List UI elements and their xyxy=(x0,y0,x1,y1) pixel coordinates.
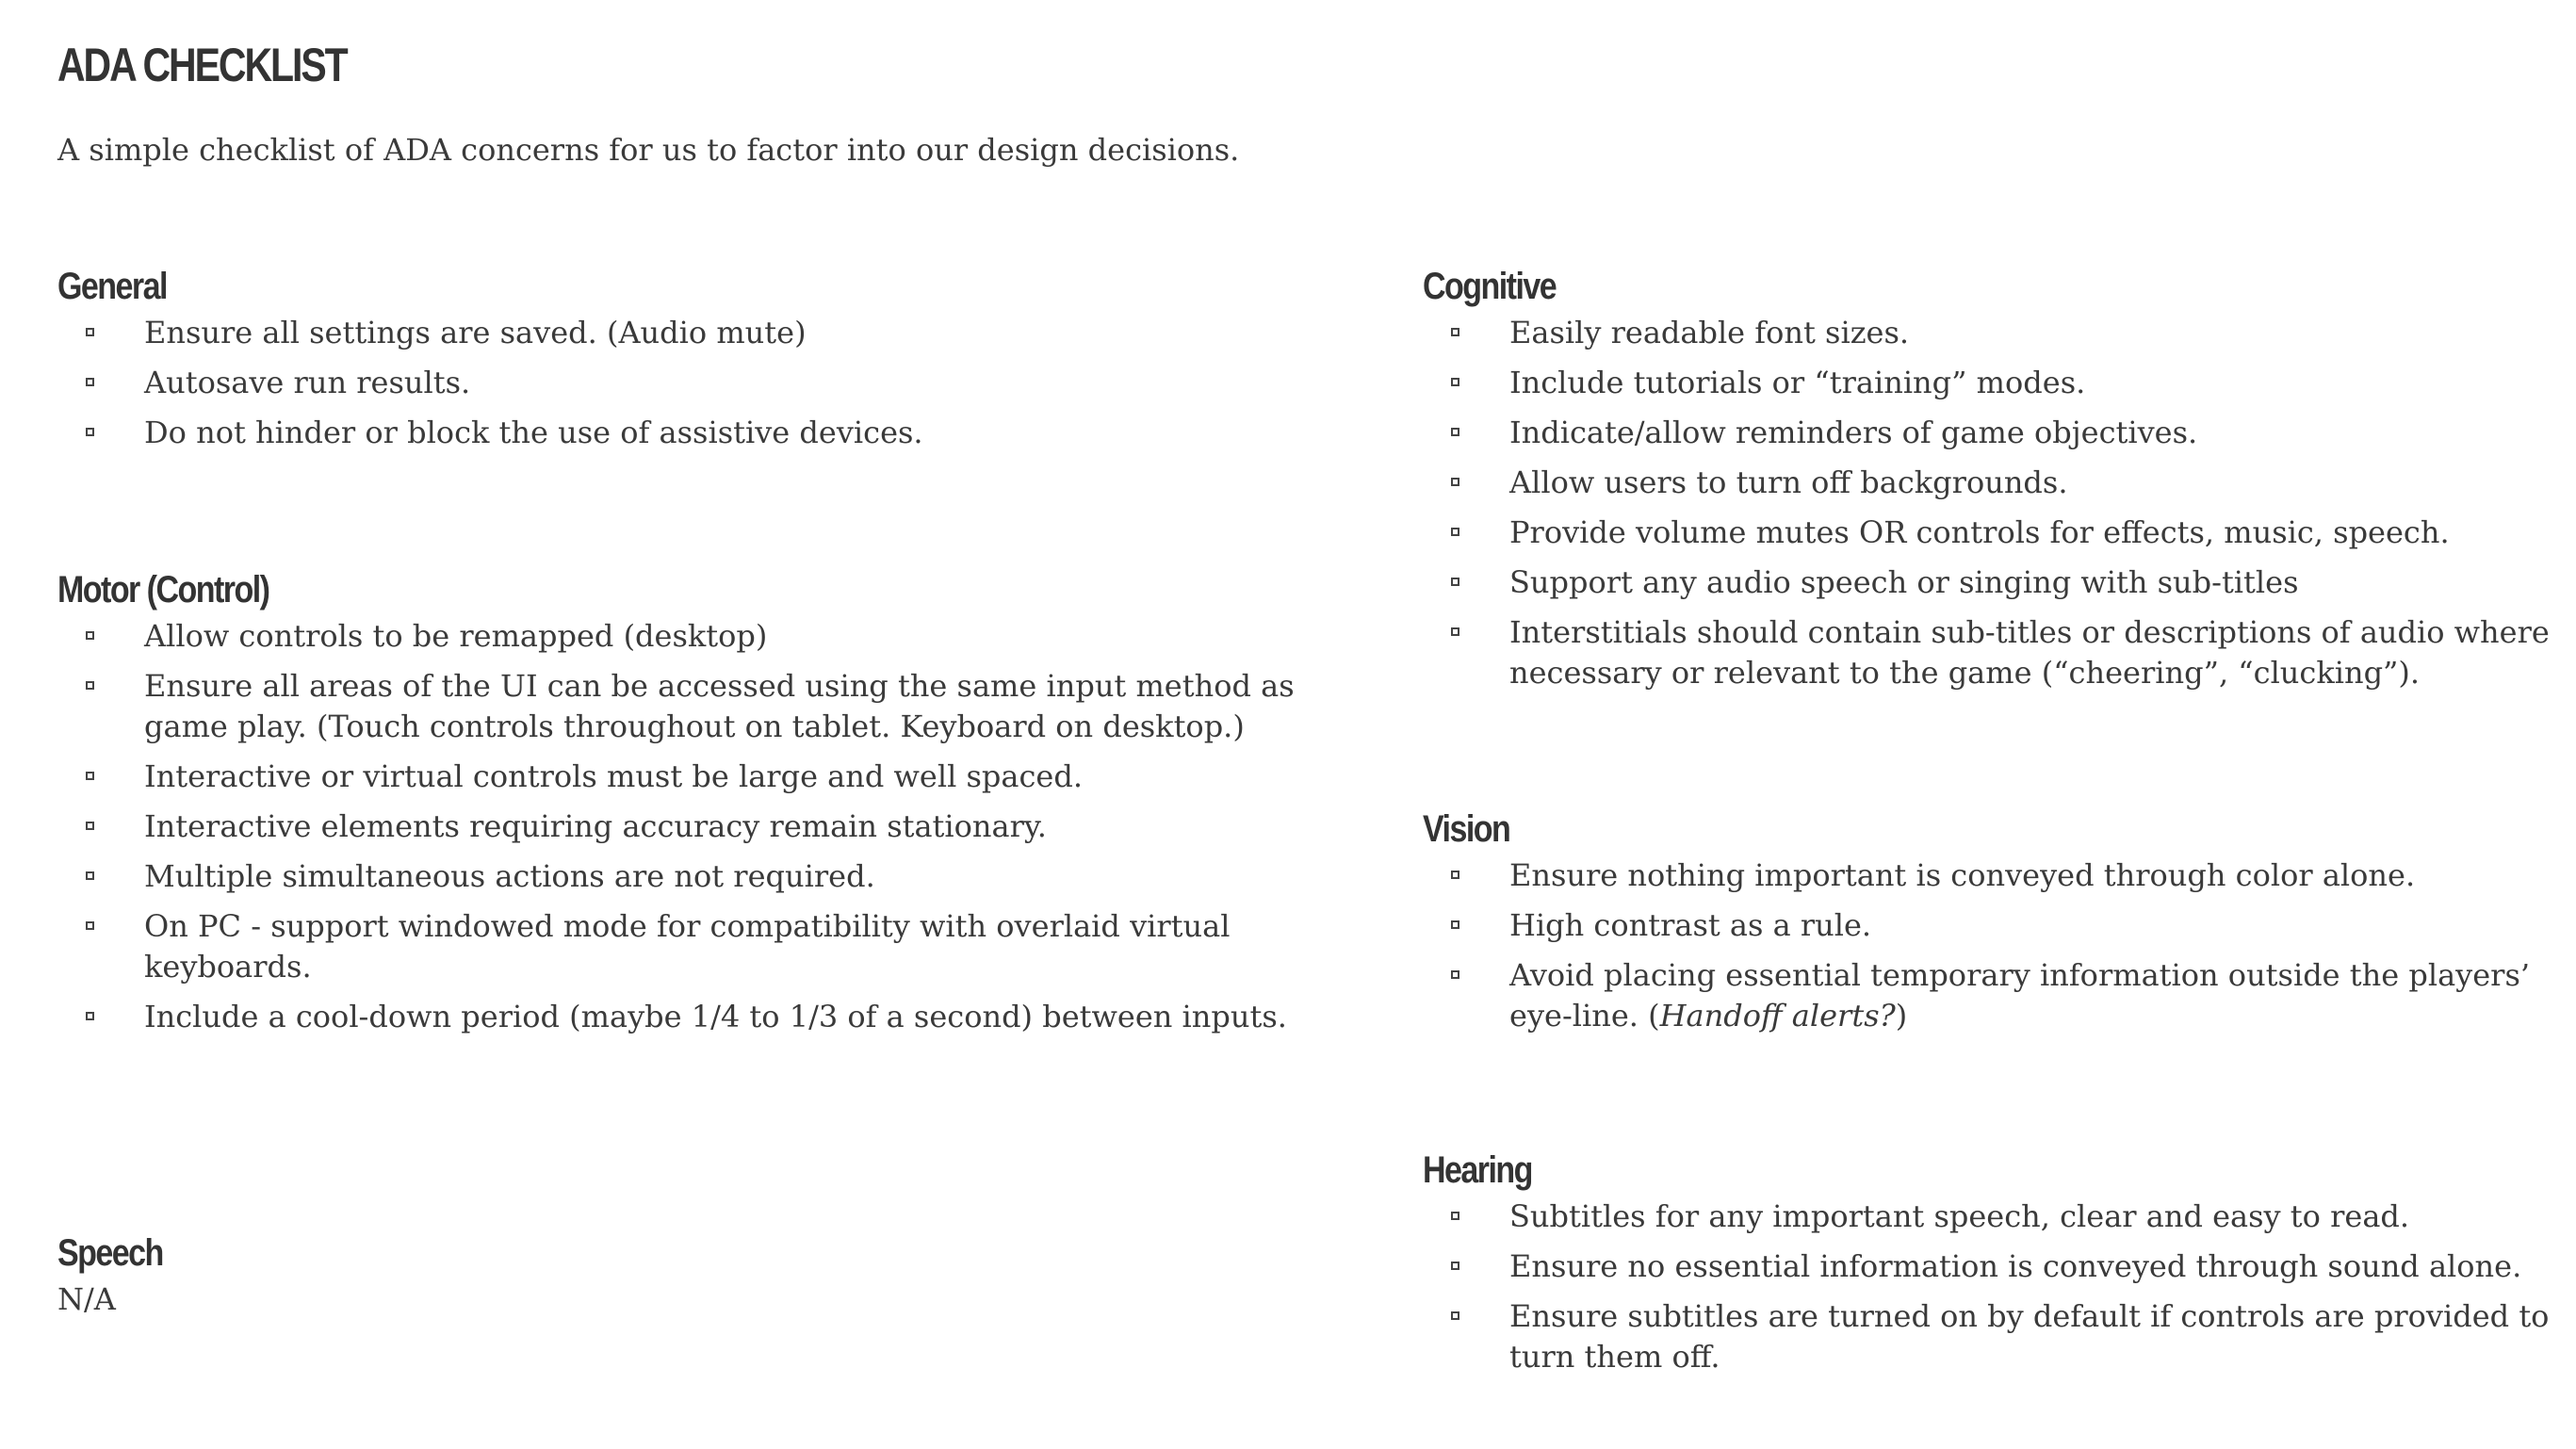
section-speech xyxy=(57,1230,1320,1320)
checklist-item xyxy=(1423,855,2553,896)
section-heading-hearing: Hearing xyxy=(1423,1149,1532,1191)
checklist-item-text: Ensure nothing important is conveyed through color alone. xyxy=(1509,857,2416,893)
checklist-item xyxy=(1423,1296,2553,1377)
checklist-item xyxy=(57,997,1320,1037)
checkbox-bullet-icon xyxy=(86,871,94,880)
section-general xyxy=(57,264,1320,463)
checklist-item-text: Interactive or virtual controls must be large and well spaced. xyxy=(144,758,1083,794)
section-heading-cognitive: Cognitive xyxy=(1423,266,1557,307)
checklist-item xyxy=(1423,363,2553,403)
checklist-item-text: Ensure subtitles are turned on by default if controls are provided to turn them off. xyxy=(1509,1298,2550,1375)
checklist-hearing xyxy=(1423,1197,2553,1377)
checklist-item-text: Provide volume mutes OR controls for effects, music, speech. xyxy=(1509,514,2450,550)
checklist-item-text: Interstitials should contain sub-titles or descriptions of audio where necessary or relevant to the game (“cheering”, “clucking”). xyxy=(1509,614,2550,691)
checkbox-bullet-icon xyxy=(86,772,94,780)
checkbox-bullet-icon xyxy=(1451,478,1459,486)
checklist-item-text: Support any audio speech or singing with sub-titles xyxy=(1509,564,2299,600)
checklist-item-text: Interactive elements requiring accuracy remain stationary. xyxy=(144,808,1047,844)
checklist-item-text: Indicate/allow reminders of game objectives. xyxy=(1509,415,2198,450)
checkbox-bullet-icon xyxy=(86,631,94,640)
checklist-item xyxy=(57,757,1320,797)
checkbox-bullet-icon xyxy=(1451,871,1459,879)
checklist-item-text: High contrast as a rule. xyxy=(1509,907,1872,943)
checklist-item xyxy=(57,906,1320,987)
checklist-item-text-prefix: Avoid placing essential temporary information outside the players’ eye-line. ( xyxy=(1509,957,2531,1034)
checkbox-bullet-icon xyxy=(86,328,94,336)
section-heading-motor: Motor (Control) xyxy=(57,569,269,611)
checklist-item xyxy=(1423,905,2553,946)
checkbox-bullet-icon xyxy=(1451,920,1459,929)
checklist-vision xyxy=(1423,855,2553,1036)
checklist-item xyxy=(57,413,1320,453)
checklist-item xyxy=(57,313,1320,353)
checklist-item xyxy=(1423,562,2553,603)
section-vision xyxy=(1423,806,2553,1046)
checklist-item-text: Ensure no essential information is conveyed through sound alone. xyxy=(1509,1248,2522,1284)
section-heading-general: General xyxy=(57,266,167,307)
checkbox-bullet-icon xyxy=(1451,1311,1459,1320)
section-heading-vision: Vision xyxy=(1423,808,1510,850)
page-intro: A simple checklist of ADA concerns for us to factor into our design decisions. xyxy=(57,132,1240,168)
checklist-item xyxy=(57,363,1320,403)
section-motor xyxy=(57,567,1320,1047)
checklist-item xyxy=(1423,612,2553,693)
checklist-general xyxy=(57,313,1320,453)
checklist-item-text: Allow users to turn off backgrounds. xyxy=(1509,464,2068,500)
checklist-item-emphasis: Handoff alerts? xyxy=(1659,998,1896,1034)
checklist-item xyxy=(57,806,1320,847)
checklist-item xyxy=(57,666,1320,747)
checklist-item xyxy=(1423,313,2553,353)
checklist-item xyxy=(57,616,1320,657)
checklist-item-text: Ensure all areas of the UI can be accessed using the same input method as game play. (Touch controls throughout on tablet. Keyboard on desktop.) xyxy=(144,668,1295,744)
checklist-item-text: Easily readable font sizes. xyxy=(1509,315,1910,350)
checklist-item-text: Multiple simultaneous actions are not required. xyxy=(144,858,875,894)
checkbox-bullet-icon xyxy=(1451,1212,1459,1220)
checklist-item-text-suffix: ) xyxy=(1895,998,1908,1034)
checklist-item xyxy=(1423,1246,2553,1287)
checklist-item-text: Subtitles for any important speech, clear and easy to read. xyxy=(1509,1198,2410,1234)
checklist-item xyxy=(1423,955,2553,1036)
checklist-item xyxy=(1423,1197,2553,1237)
checklist-item-text: Autosave run results. xyxy=(144,365,471,400)
checklist-item-text: Ensure all settings are saved. (Audio mute) xyxy=(144,315,807,350)
checkbox-bullet-icon xyxy=(86,428,94,436)
checkbox-bullet-icon xyxy=(1451,428,1459,436)
page-title: ADA CHECKLIST xyxy=(57,39,347,91)
checkbox-bullet-icon xyxy=(1451,1262,1459,1270)
checklist-item-text: Allow controls to be remapped (desktop) xyxy=(144,618,768,654)
checklist-item xyxy=(1423,413,2553,453)
checklist-motor xyxy=(57,616,1320,1037)
checkbox-bullet-icon xyxy=(1451,970,1459,979)
checkbox-bullet-icon xyxy=(86,378,94,386)
checklist-item xyxy=(1423,463,2553,503)
speech-text: N/A xyxy=(57,1281,116,1317)
checkbox-bullet-icon xyxy=(1451,528,1459,536)
checklist-item xyxy=(1423,513,2553,553)
checkbox-bullet-icon xyxy=(86,822,94,830)
section-hearing xyxy=(1423,1148,2553,1387)
checklist-item-text: On PC - support windowed mode for compatibility with overlaid virtual keyboards. xyxy=(144,908,1231,985)
checklist-item-text: Include a cool-down period (maybe 1/4 to 1/3 of a second) between inputs. xyxy=(144,999,1287,1034)
checklist-cognitive xyxy=(1423,313,2553,693)
checklist-item xyxy=(57,856,1320,897)
checkbox-bullet-icon xyxy=(1451,328,1459,336)
checkbox-bullet-icon xyxy=(86,1012,94,1020)
checkbox-bullet-icon xyxy=(1451,578,1459,586)
checkbox-bullet-icon xyxy=(1451,627,1459,636)
checklist-item-text: Include tutorials or “training” modes. xyxy=(1509,365,2086,400)
checkbox-bullet-icon xyxy=(86,921,94,930)
checklist-item-text: Do not hinder or block the use of assistive devices. xyxy=(144,415,923,450)
section-cognitive xyxy=(1423,264,2553,703)
checkbox-bullet-icon xyxy=(86,681,94,690)
checklist-item-text xyxy=(1509,957,2530,1034)
checkbox-bullet-icon xyxy=(1451,378,1459,386)
section-heading-speech: Speech xyxy=(57,1232,163,1274)
